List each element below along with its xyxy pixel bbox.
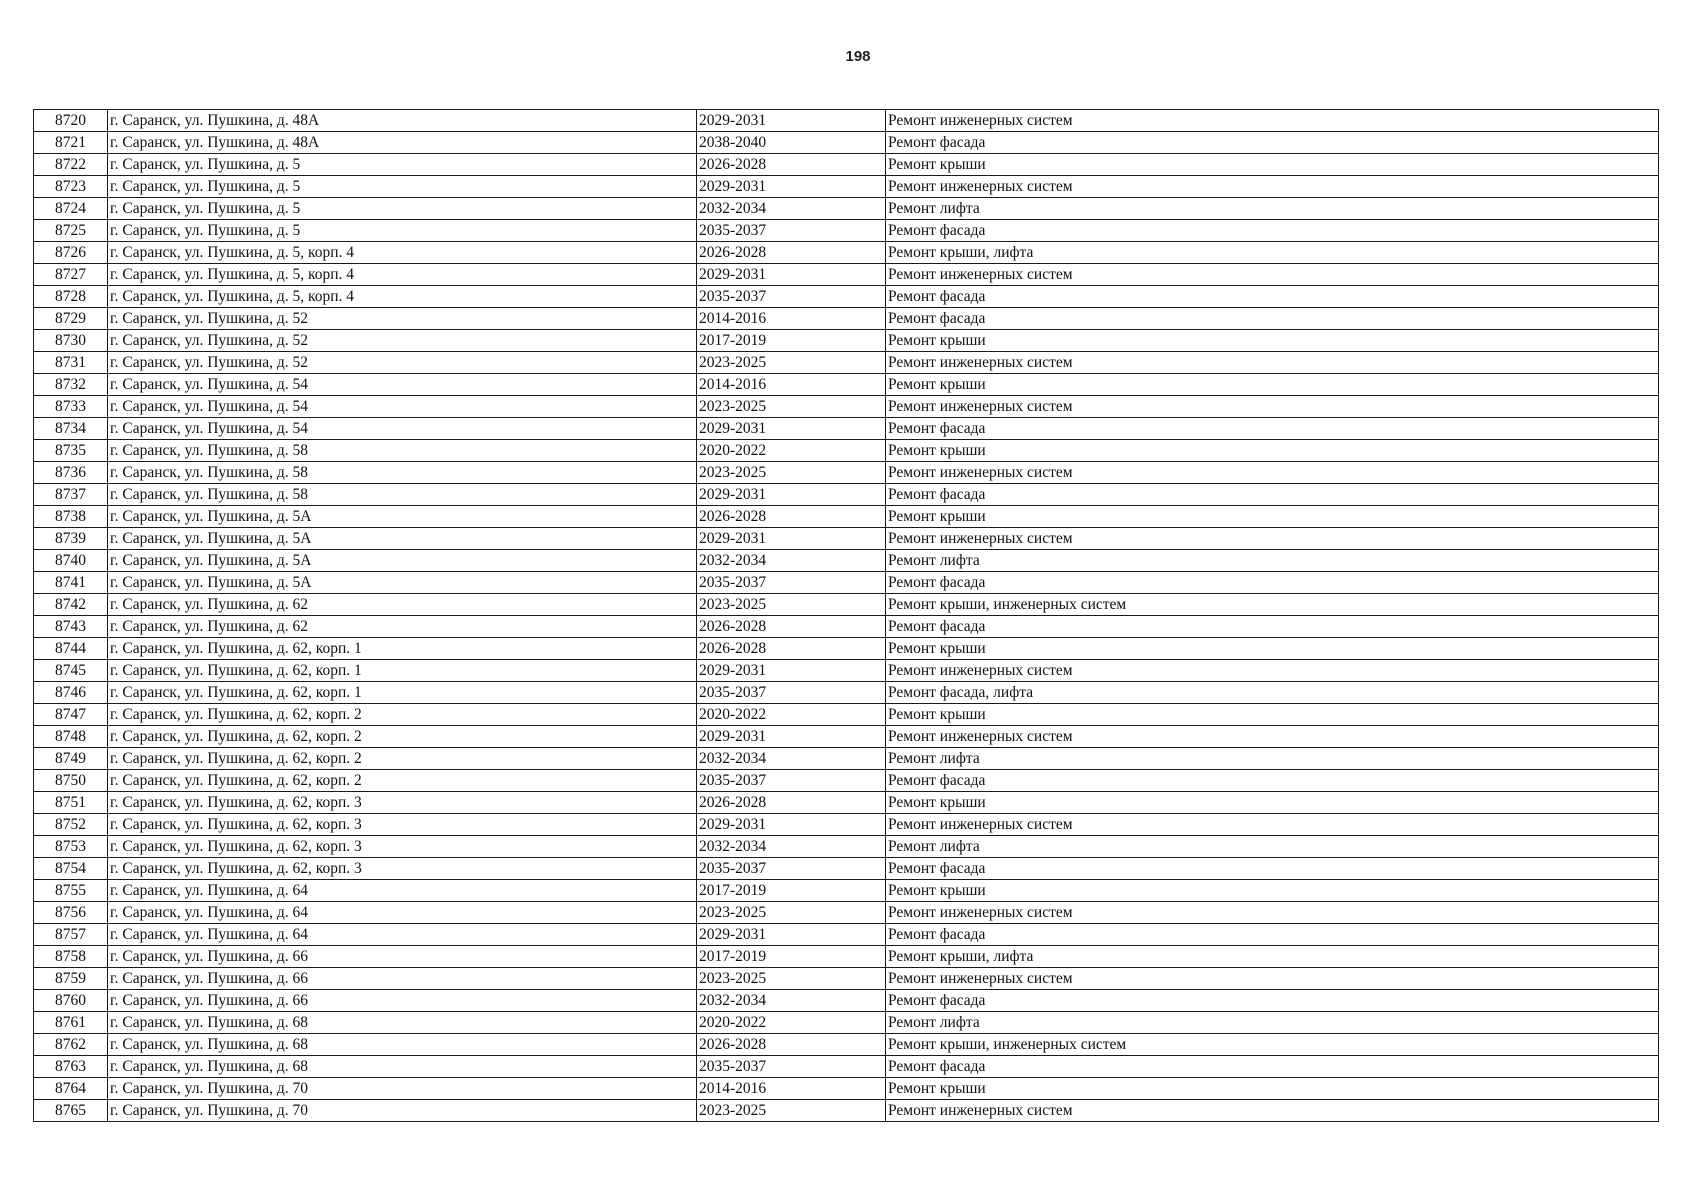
address-cell: г. Саранск, ул. Пушкина, д. 54: [108, 418, 697, 440]
row-number-cell: 8755: [34, 880, 108, 902]
work-type-cell: Ремонт крыши, лифта: [886, 946, 1659, 968]
table-row: [34, 1056, 1659, 1078]
work-type-cell: Ремонт крыши, лифта: [886, 242, 1659, 264]
period-cell: 2023-2025: [697, 968, 886, 990]
table-row: [34, 374, 1659, 396]
work-type-cell: Ремонт крыши: [886, 374, 1659, 396]
work-type-cell: Ремонт фасада, лифта: [886, 682, 1659, 704]
period-cell: 2029-2031: [697, 726, 886, 748]
repair-schedule-table: [33, 109, 1659, 1122]
address-cell: г. Саранск, ул. Пушкина, д. 62, корп. 3: [108, 836, 697, 858]
period-cell: 2029-2031: [697, 528, 886, 550]
table-row: [34, 924, 1659, 946]
work-type-cell: Ремонт фасада: [886, 132, 1659, 154]
period-cell: 2026-2028: [697, 242, 886, 264]
row-number-cell: 8741: [34, 572, 108, 594]
address-cell: г. Саранск, ул. Пушкина, д. 62, корп. 3: [108, 814, 697, 836]
row-number-cell: 8758: [34, 946, 108, 968]
table-row: [34, 1012, 1659, 1034]
address-cell: г. Саранск, ул. Пушкина, д. 62: [108, 594, 697, 616]
period-cell: 2023-2025: [697, 1100, 886, 1122]
work-type-cell: Ремонт фасада: [886, 418, 1659, 440]
row-number-cell: 8745: [34, 660, 108, 682]
address-cell: г. Саранск, ул. Пушкина, д. 62, корп. 3: [108, 792, 697, 814]
work-type-cell: Ремонт фасада: [886, 572, 1659, 594]
address-cell: г. Саранск, ул. Пушкина, д. 66: [108, 946, 697, 968]
row-number-cell: 8742: [34, 594, 108, 616]
period-cell: 2023-2025: [697, 902, 886, 924]
address-cell: г. Саранск, ул. Пушкина, д. 68: [108, 1034, 697, 1056]
row-number-cell: 8762: [34, 1034, 108, 1056]
period-cell: 2032-2034: [697, 550, 886, 572]
address-cell: г. Саранск, ул. Пушкина, д. 64: [108, 924, 697, 946]
table-row: [34, 814, 1659, 836]
row-number-cell: 8746: [34, 682, 108, 704]
address-cell: г. Саранск, ул. Пушкина, д. 64: [108, 902, 697, 924]
table-row: [34, 726, 1659, 748]
address-cell: г. Саранск, ул. Пушкина, д. 68: [108, 1056, 697, 1078]
address-cell: г. Саранск, ул. Пушкина, д. 5: [108, 198, 697, 220]
work-type-cell: Ремонт фасада: [886, 286, 1659, 308]
address-cell: г. Саранск, ул. Пушкина, д. 58: [108, 462, 697, 484]
work-type-cell: Ремонт крыши: [886, 1078, 1659, 1100]
address-cell: г. Саранск, ул. Пушкина, д. 5: [108, 154, 697, 176]
period-cell: 2029-2031: [697, 176, 886, 198]
address-cell: г. Саранск, ул. Пушкина, д. 66: [108, 968, 697, 990]
period-cell: 2023-2025: [697, 396, 886, 418]
row-number-cell: 8747: [34, 704, 108, 726]
table-row: [34, 836, 1659, 858]
work-type-cell: Ремонт инженерных систем: [886, 660, 1659, 682]
work-type-cell: Ремонт инженерных систем: [886, 726, 1659, 748]
row-number-cell: 8737: [34, 484, 108, 506]
row-number-cell: 8753: [34, 836, 108, 858]
row-number-cell: 8740: [34, 550, 108, 572]
period-cell: 2023-2025: [697, 594, 886, 616]
address-cell: г. Саранск, ул. Пушкина, д. 5, корп. 4: [108, 264, 697, 286]
table-row: [34, 528, 1659, 550]
table-row: [34, 484, 1659, 506]
period-cell: 2035-2037: [697, 1056, 886, 1078]
row-number-cell: 8757: [34, 924, 108, 946]
work-type-cell: Ремонт инженерных систем: [886, 110, 1659, 132]
address-cell: г. Саранск, ул. Пушкина, д. 5, корп. 4: [108, 242, 697, 264]
address-cell: г. Саранск, ул. Пушкина, д. 52: [108, 352, 697, 374]
work-type-cell: Ремонт лифта: [886, 836, 1659, 858]
row-number-cell: 8724: [34, 198, 108, 220]
table-row: [34, 792, 1659, 814]
row-number-cell: 8731: [34, 352, 108, 374]
work-type-cell: Ремонт инженерных систем: [886, 814, 1659, 836]
row-number-cell: 8760: [34, 990, 108, 1012]
row-number-cell: 8726: [34, 242, 108, 264]
period-cell: 2029-2031: [697, 814, 886, 836]
work-type-cell: Ремонт инженерных систем: [886, 396, 1659, 418]
address-cell: г. Саранск, ул. Пушкина, д. 5А: [108, 550, 697, 572]
table-row: [34, 572, 1659, 594]
work-type-cell: Ремонт фасада: [886, 616, 1659, 638]
table-row: [34, 858, 1659, 880]
address-cell: г. Саранск, ул. Пушкина, д. 58: [108, 484, 697, 506]
period-cell: 2026-2028: [697, 154, 886, 176]
period-cell: 2026-2028: [697, 638, 886, 660]
address-cell: г. Саранск, ул. Пушкина, д. 5А: [108, 572, 697, 594]
row-number-cell: 8723: [34, 176, 108, 198]
period-cell: 2029-2031: [697, 264, 886, 286]
address-cell: г. Саранск, ул. Пушкина, д. 54: [108, 374, 697, 396]
work-type-cell: Ремонт лифта: [886, 748, 1659, 770]
row-number-cell: 8739: [34, 528, 108, 550]
period-cell: 2017-2019: [697, 330, 886, 352]
period-cell: 2014-2016: [697, 1078, 886, 1100]
work-type-cell: Ремонт инженерных систем: [886, 462, 1659, 484]
table-row: [34, 110, 1659, 132]
row-number-cell: 8721: [34, 132, 108, 154]
table-row: [34, 352, 1659, 374]
row-number-cell: 8736: [34, 462, 108, 484]
row-number-cell: 8720: [34, 110, 108, 132]
repair-schedule-body: [34, 110, 1659, 1122]
address-cell: г. Саранск, ул. Пушкина, д. 62, корп. 2: [108, 726, 697, 748]
row-number-cell: 8722: [34, 154, 108, 176]
row-number-cell: 8744: [34, 638, 108, 660]
work-type-cell: Ремонт фасада: [886, 1056, 1659, 1078]
address-cell: г. Саранск, ул. Пушкина, д. 48А: [108, 110, 697, 132]
address-cell: г. Саранск, ул. Пушкина, д. 52: [108, 330, 697, 352]
work-type-cell: Ремонт крыши, инженерных систем: [886, 1034, 1659, 1056]
table-row: [34, 1100, 1659, 1122]
period-cell: 2020-2022: [697, 440, 886, 462]
period-cell: 2035-2037: [697, 220, 886, 242]
table-row: [34, 638, 1659, 660]
row-number-cell: 8748: [34, 726, 108, 748]
period-cell: 2029-2031: [697, 418, 886, 440]
work-type-cell: Ремонт фасада: [886, 484, 1659, 506]
period-cell: 2014-2016: [697, 308, 886, 330]
work-type-cell: Ремонт крыши: [886, 440, 1659, 462]
address-cell: г. Саранск, ул. Пушкина, д. 5: [108, 176, 697, 198]
address-cell: г. Саранск, ул. Пушкина, д. 62, корп. 2: [108, 748, 697, 770]
row-number-cell: 8733: [34, 396, 108, 418]
address-cell: г. Саранск, ул. Пушкина, д. 5: [108, 220, 697, 242]
address-cell: г. Саранск, ул. Пушкина, д. 64: [108, 880, 697, 902]
address-cell: г. Саранск, ул. Пушкина, д. 62, корп. 1: [108, 682, 697, 704]
work-type-cell: Ремонт инженерных систем: [886, 528, 1659, 550]
table-row: [34, 594, 1659, 616]
row-number-cell: 8725: [34, 220, 108, 242]
work-type-cell: Ремонт фасада: [886, 990, 1659, 1012]
period-cell: 2029-2031: [697, 660, 886, 682]
period-cell: 2017-2019: [697, 880, 886, 902]
row-number-cell: 8728: [34, 286, 108, 308]
period-cell: 2032-2034: [697, 990, 886, 1012]
period-cell: 2023-2025: [697, 352, 886, 374]
address-cell: г. Саранск, ул. Пушкина, д. 54: [108, 396, 697, 418]
period-cell: 2032-2034: [697, 198, 886, 220]
table-row: [34, 418, 1659, 440]
work-type-cell: Ремонт инженерных систем: [886, 352, 1659, 374]
work-type-cell: Ремонт крыши: [886, 330, 1659, 352]
work-type-cell: Ремонт фасада: [886, 858, 1659, 880]
row-number-cell: 8729: [34, 308, 108, 330]
work-type-cell: Ремонт фасада: [886, 220, 1659, 242]
row-number-cell: 8751: [34, 792, 108, 814]
row-number-cell: 8727: [34, 264, 108, 286]
address-cell: г. Саранск, ул. Пушкина, д. 5А: [108, 528, 697, 550]
work-type-cell: Ремонт лифта: [886, 1012, 1659, 1034]
table-row: [34, 946, 1659, 968]
period-cell: 2026-2028: [697, 506, 886, 528]
table-row: [34, 770, 1659, 792]
row-number-cell: 8730: [34, 330, 108, 352]
table-row: [34, 264, 1659, 286]
period-cell: 2029-2031: [697, 110, 886, 132]
table-row: [34, 748, 1659, 770]
period-cell: 2014-2016: [697, 374, 886, 396]
table-row: [34, 902, 1659, 924]
address-cell: г. Саранск, ул. Пушкина, д. 52: [108, 308, 697, 330]
table-row: [34, 242, 1659, 264]
address-cell: г. Саранск, ул. Пушкина, д. 68: [108, 1012, 697, 1034]
table-row: [34, 968, 1659, 990]
work-type-cell: Ремонт фасада: [886, 308, 1659, 330]
work-type-cell: Ремонт крыши: [886, 880, 1659, 902]
row-number-cell: 8756: [34, 902, 108, 924]
row-number-cell: 8763: [34, 1056, 108, 1078]
table-row: [34, 506, 1659, 528]
work-type-cell: Ремонт инженерных систем: [886, 902, 1659, 924]
row-number-cell: 8735: [34, 440, 108, 462]
work-type-cell: Ремонт крыши: [886, 704, 1659, 726]
address-cell: г. Саранск, ул. Пушкина, д. 58: [108, 440, 697, 462]
table-row: [34, 1078, 1659, 1100]
period-cell: 2035-2037: [697, 286, 886, 308]
work-type-cell: Ремонт крыши, инженерных систем: [886, 594, 1659, 616]
table-row: [34, 880, 1659, 902]
period-cell: 2035-2037: [697, 682, 886, 704]
work-type-cell: Ремонт лифта: [886, 198, 1659, 220]
row-number-cell: 8765: [34, 1100, 108, 1122]
row-number-cell: 8743: [34, 616, 108, 638]
work-type-cell: Ремонт фасада: [886, 770, 1659, 792]
row-number-cell: 8761: [34, 1012, 108, 1034]
address-cell: г. Саранск, ул. Пушкина, д. 62, корп. 1: [108, 660, 697, 682]
row-number-cell: 8749: [34, 748, 108, 770]
period-cell: 2035-2037: [697, 572, 886, 594]
address-cell: г. Саранск, ул. Пушкина, д. 62: [108, 616, 697, 638]
row-number-cell: 8759: [34, 968, 108, 990]
table-row: [34, 396, 1659, 418]
table-row: [34, 220, 1659, 242]
period-cell: 2035-2037: [697, 858, 886, 880]
row-number-cell: 8764: [34, 1078, 108, 1100]
address-cell: г. Саранск, ул. Пушкина, д. 5А: [108, 506, 697, 528]
work-type-cell: Ремонт инженерных систем: [886, 264, 1659, 286]
table-row: [34, 1034, 1659, 1056]
address-cell: г. Саранск, ул. Пушкина, д. 62, корп. 2: [108, 770, 697, 792]
work-type-cell: Ремонт лифта: [886, 550, 1659, 572]
table-row: [34, 682, 1659, 704]
table-row: [34, 704, 1659, 726]
work-type-cell: Ремонт инженерных систем: [886, 1100, 1659, 1122]
period-cell: 2032-2034: [697, 836, 886, 858]
address-cell: г. Саранск, ул. Пушкина, д. 66: [108, 990, 697, 1012]
period-cell: 2026-2028: [697, 1034, 886, 1056]
row-number-cell: 8750: [34, 770, 108, 792]
period-cell: 2020-2022: [697, 1012, 886, 1034]
work-type-cell: Ремонт крыши: [886, 154, 1659, 176]
row-number-cell: 8734: [34, 418, 108, 440]
work-type-cell: Ремонт крыши: [886, 638, 1659, 660]
work-type-cell: Ремонт инженерных систем: [886, 176, 1659, 198]
work-type-cell: Ремонт инженерных систем: [886, 968, 1659, 990]
row-number-cell: 8752: [34, 814, 108, 836]
table-row: [34, 550, 1659, 572]
table-row: [34, 176, 1659, 198]
work-type-cell: Ремонт крыши: [886, 506, 1659, 528]
page-number: 198: [845, 48, 871, 65]
period-cell: 2032-2034: [697, 748, 886, 770]
table-row: [34, 308, 1659, 330]
address-cell: г. Саранск, ул. Пушкина, д. 62, корп. 1: [108, 638, 697, 660]
row-number-cell: 8732: [34, 374, 108, 396]
table-row: [34, 286, 1659, 308]
table-row: [34, 198, 1659, 220]
table-row: [34, 462, 1659, 484]
period-cell: 2017-2019: [697, 946, 886, 968]
period-cell: 2038-2040: [697, 132, 886, 154]
period-cell: 2026-2028: [697, 616, 886, 638]
row-number-cell: 8754: [34, 858, 108, 880]
work-type-cell: Ремонт крыши: [886, 792, 1659, 814]
address-cell: г. Саранск, ул. Пушкина, д. 70: [108, 1100, 697, 1122]
address-cell: г. Саранск, ул. Пушкина, д. 62, корп. 3: [108, 858, 697, 880]
period-cell: 2035-2037: [697, 770, 886, 792]
period-cell: 2020-2022: [697, 704, 886, 726]
row-number-cell: 8738: [34, 506, 108, 528]
table-row: [34, 660, 1659, 682]
period-cell: 2026-2028: [697, 792, 886, 814]
table-row: [34, 132, 1659, 154]
table-row: [34, 440, 1659, 462]
table-row: [34, 154, 1659, 176]
address-cell: г. Саранск, ул. Пушкина, д. 70: [108, 1078, 697, 1100]
address-cell: г. Саранск, ул. Пушкина, д. 62, корп. 2: [108, 704, 697, 726]
address-cell: г. Саранск, ул. Пушкина, д. 5, корп. 4: [108, 286, 697, 308]
table-row: [34, 616, 1659, 638]
work-type-cell: Ремонт фасада: [886, 924, 1659, 946]
period-cell: 2029-2031: [697, 484, 886, 506]
table-row: [34, 330, 1659, 352]
table-row: [34, 990, 1659, 1012]
address-cell: г. Саранск, ул. Пушкина, д. 48А: [108, 132, 697, 154]
period-cell: 2029-2031: [697, 924, 886, 946]
period-cell: 2023-2025: [697, 462, 886, 484]
